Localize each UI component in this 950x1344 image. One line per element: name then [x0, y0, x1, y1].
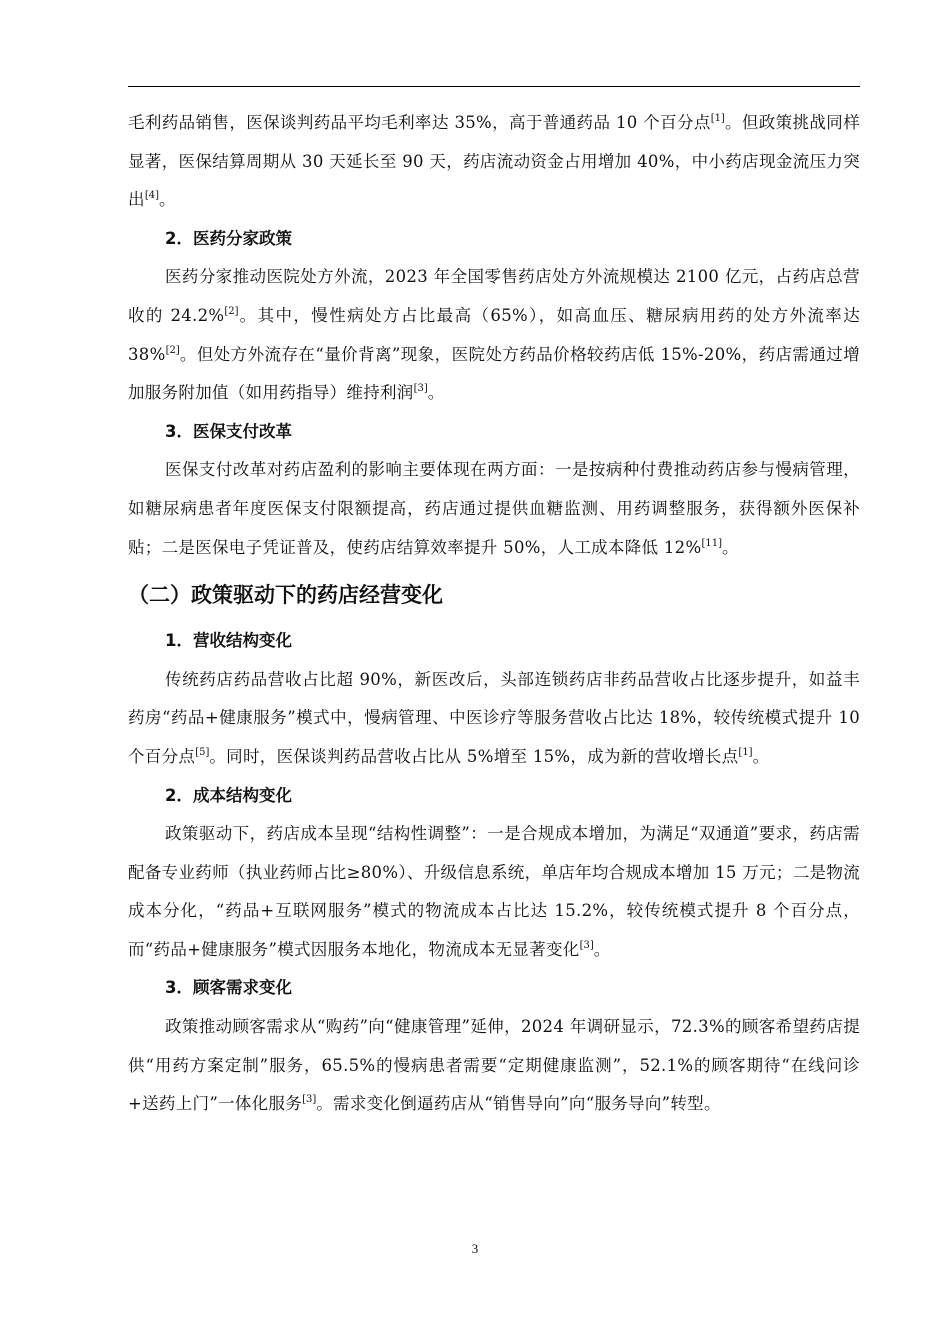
text-run: 医药分家推动医院处方外流，2023 年全国零售药店处方外流规模达 2100 亿元，占药店总营收的 24.2%	[128, 267, 860, 325]
citation-ref[interactable]: [1]	[738, 746, 753, 758]
subheading-insurance-reform: 3．医保支付改革	[165, 421, 292, 441]
citation-ref[interactable]: [3]	[302, 1094, 317, 1106]
paragraph-policy-separation	[128, 258, 860, 412]
subheading-cost-structure: 2．成本结构变化	[165, 785, 292, 805]
section-title: （二）政策驱动下的药店经营变化	[128, 583, 443, 608]
text-run: 。但政策挑战同样显著，医保结算周期从 30 天延长至 90 天，药店流动资金占用增加 40%，中小药店现金流压力突出	[128, 113, 860, 210]
text-run: 。	[427, 383, 445, 403]
text-run: 传统药店药品营收占比超 90%，新医改后，头部连锁药店非药品营收占比逐步提升，如益丰药房“药品+健康服务”模式中，慢病管理、中医诊疗等服务营收占比达 18%，较传统模式提升 10 个百分点	[128, 669, 860, 766]
text-run: 。需求变化倒逼药店从“销售导向”向“服务导向”转型。	[316, 1094, 721, 1114]
text-run: 。但处方外流存在“量价背离”现象，医院处方药品价格较药店低 15%-20%，药店需通过增加服务附加值（如用药指导）维持利润	[128, 344, 860, 403]
paragraph-customer-demand	[128, 1008, 860, 1124]
citation-ref[interactable]: [3]	[579, 939, 594, 951]
paragraph-insurance-reform	[128, 451, 860, 567]
citation-ref[interactable]: [3]	[413, 383, 428, 395]
text-run: 。其中，慢性病处方占比最高（65%），如高血压、糖尿病用药的处方外流率达 38%	[128, 305, 860, 364]
document-body	[128, 104, 860, 1124]
subheading-revenue-structure: 1．营收结构变化	[165, 631, 292, 651]
paragraph-continued	[128, 104, 860, 220]
page-number: 3	[471, 1241, 479, 1256]
text-run: 毛利药品销售，医保谈判药品平均毛利率达 35%，高于普通药品 10 个百分点	[128, 113, 711, 132]
text-run: 。	[158, 190, 176, 210]
text-run: 政策驱动下，药店成本呈现“结构性调整”：一是合规成本增加，为满足“双通道”要求，药店需配备专业药师（执业药师占比≥80%）、升级信息系统，单店年均合规成本增加 15 万元；二是物流成本分化，“药品+互联网服务”模式的物流成本占比达 15.2%，较传统模式提升 8 个百分点，而“药品+健康服务”模式因服务本地化，物流成本无显著变化	[128, 824, 860, 959]
citation-ref[interactable]: [1]	[710, 113, 725, 124]
citation-ref[interactable]: [11]	[701, 537, 722, 549]
subheading-customer-demand: 3．顾客需求变化	[165, 978, 292, 998]
citation-ref[interactable]: [4]	[144, 190, 159, 202]
paragraph-cost-structure	[128, 815, 860, 969]
header-rule	[128, 86, 860, 87]
citation-ref[interactable]: [5]	[195, 746, 210, 758]
text-run: 。	[721, 537, 739, 557]
text-run: 。	[593, 939, 611, 959]
subheading-policy-separation: 2．医药分家政策	[165, 228, 292, 248]
text-run: 。	[752, 746, 770, 766]
paragraph-revenue-structure	[128, 661, 860, 777]
text-run: 政策推动顾客需求从“购药”向“健康管理”延伸，2024 年调研显示，72.3%的顾客希望药店提供“用药方案定制”服务，65.5%的慢病患者需要“定期健康监测”，52.1%的顾客期待“在线问诊+送药上门”一体化服务	[128, 1017, 860, 1114]
citation-ref[interactable]: [2]	[224, 305, 239, 317]
text-run: 医保支付改革对药店盈利的影响主要体现在两方面：一是按病种付费推动药店参与慢病管理，如糖尿病患者年度医保支付限额提高，药店通过提供血糖监测、用药调整服务，获得额外医保补贴；二是医保电子凭证普及，使药店结算效率提升 50%，人工成本降低 12%	[128, 460, 860, 557]
citation-ref[interactable]: [2]	[165, 344, 180, 356]
text-run: 。同时，医保谈判药品营收占比从 5%增至 15%，成为新的营收增长点	[209, 746, 739, 766]
